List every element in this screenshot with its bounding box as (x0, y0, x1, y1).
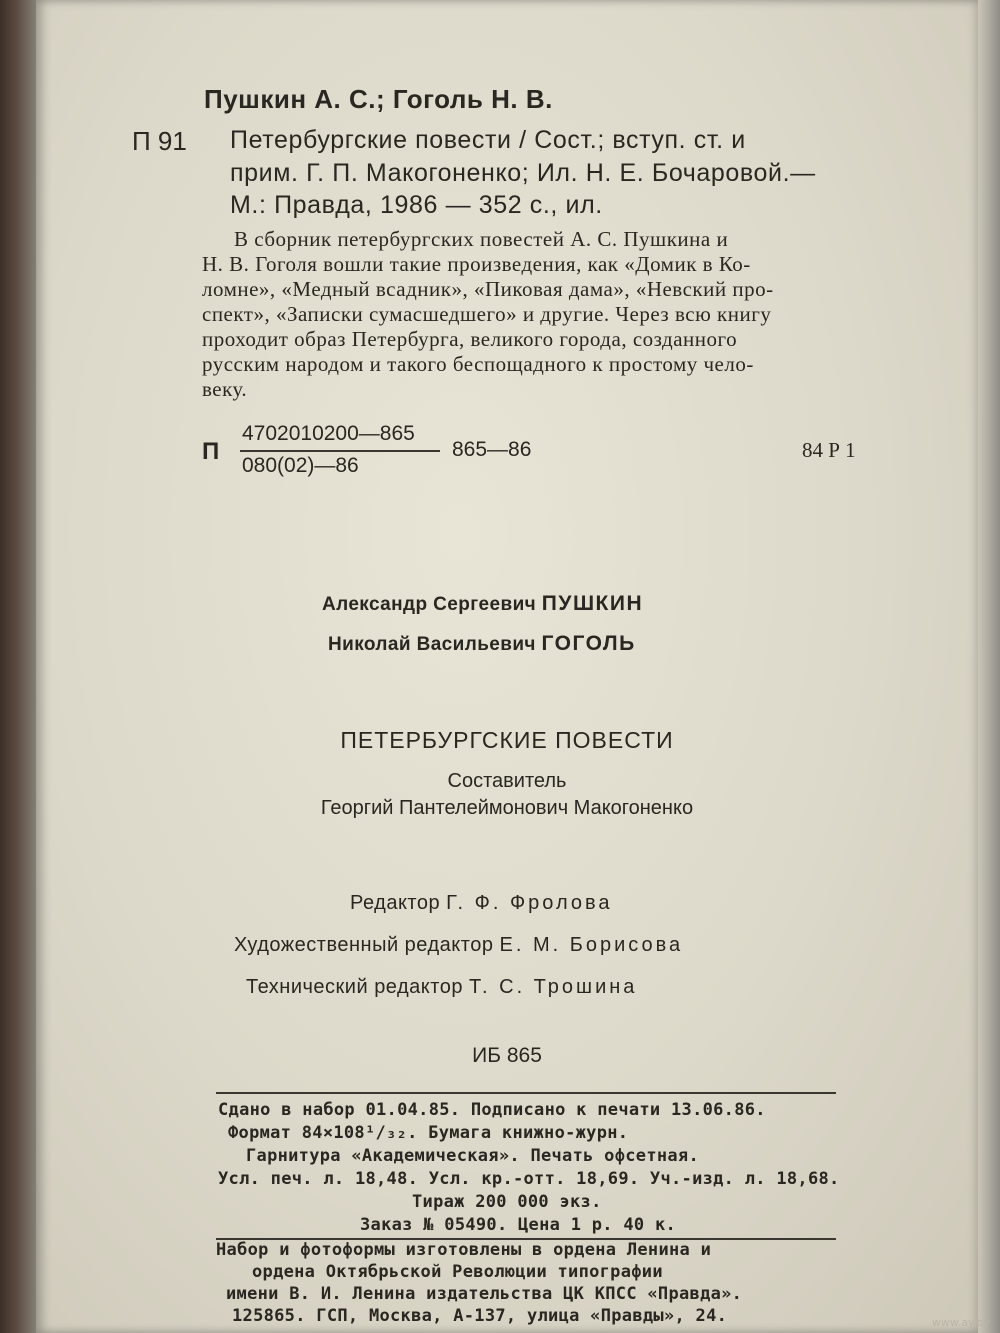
record-authors: Пушкин А. С.; Гоголь Н. В. (204, 84, 553, 114)
index-letter: П (202, 438, 220, 465)
record-desc-line: Петербургские повести / Сост.; вступ. ст. и (230, 126, 746, 154)
fraction-line (240, 450, 440, 452)
author2-first: Николай Васильевич (328, 634, 536, 655)
bbk-code: 84 Р 1 (802, 438, 856, 462)
record-desc-line: М.: Правда, 1986 — 352 с., ил. (230, 191, 603, 219)
author2-name (328, 632, 636, 656)
imprint-line: Формат 84×108¹/₃₂. Бумага книжно-журн. (228, 1123, 629, 1143)
compiler-name: Георгий Пантелеймонович Макогоненко (320, 797, 694, 819)
book-title: ПЕТЕРБУРГСКИЕ ПОВЕСТИ (340, 727, 674, 753)
imprint-top-rule (216, 1092, 836, 1094)
printer-line: ордена Октябрьской Революции типографии (252, 1262, 663, 1282)
imprint-line: Усл. печ. л. 18,48. Усл. кр.-отт. 18,69. Уч.-изд. л. 18,68. (218, 1169, 840, 1189)
index-side: 865—86 (452, 438, 532, 461)
annotation-line: проходит образ Петербурга, великого города, созданного (202, 327, 738, 351)
art-editor-line (234, 934, 683, 957)
book-page (36, 0, 978, 1333)
book-spine-edge (0, 0, 40, 1333)
imprint-line: Сдано в набор 01.04.85. Подписано к печати 13.06.86. (218, 1100, 766, 1120)
compiler-label: Составитель (447, 770, 567, 792)
annotation-line: веку. (202, 377, 248, 401)
printer-line: Набор и фотоформы изготовлены в ордена Ленина и (216, 1240, 712, 1260)
editor-name: Г. Ф. Фролова (446, 892, 613, 914)
imprint-line: Тираж 200 000 экз. (412, 1192, 602, 1212)
art-editor-role: Художественный редактор (234, 934, 494, 956)
tech-editor-name: Т. С. Трошина (469, 976, 638, 998)
author1-name (322, 592, 643, 616)
annotation-line: спект», «Записки сумасшедшего» и другие. Через всю книгу (202, 302, 772, 326)
annotation-line: Н. В. Гоголя вошли такие произведения, как «Домик в Ко- (202, 252, 751, 276)
editor-line (350, 892, 613, 915)
editor-role: Редактор (350, 892, 441, 914)
record-code: П 91 (132, 126, 187, 156)
art-editor-name: Е. М. Борисова (499, 934, 684, 956)
tech-editor-line (246, 976, 637, 999)
ib-number: ИБ 865 (472, 1044, 542, 1067)
annotation-line: ломне», «Медный всадник», «Пиковая дама», «Невский про- (202, 277, 774, 301)
imprint-line: Гарнитура «Академическая». Печать офсетная. (246, 1146, 699, 1166)
index-denominator: 080(02)—86 (242, 454, 359, 477)
printer-line: 125865. ГСП, Москва, А-137, улица «Правды», 24. (232, 1306, 728, 1326)
record-desc-line: прим. Г. П. Макогоненко; Ил. Н. Е. Бочаровой.— (230, 159, 816, 187)
annotation-line: русским народом и такого беспощадного к простому чело- (202, 352, 754, 376)
annotation-line: В сборник петербургских повестей А. С. Пушкина и (234, 227, 729, 251)
index-numerator: 4702010200—865 (242, 422, 415, 445)
author2-last: ГОГОЛЬ (541, 632, 636, 655)
site-watermark: www.ay.by (931, 1316, 990, 1329)
tech-editor-role: Технический редактор (246, 976, 463, 998)
author1-last: ПУШКИН (541, 592, 644, 615)
printer-line: имени В. И. Ленина издательства ЦК КПСС «Правда». (226, 1284, 743, 1304)
author1-first: Александр Сергеевич (322, 594, 537, 615)
imprint-line: Заказ № 05490. Цена 1 р. 40 к. (360, 1215, 677, 1235)
